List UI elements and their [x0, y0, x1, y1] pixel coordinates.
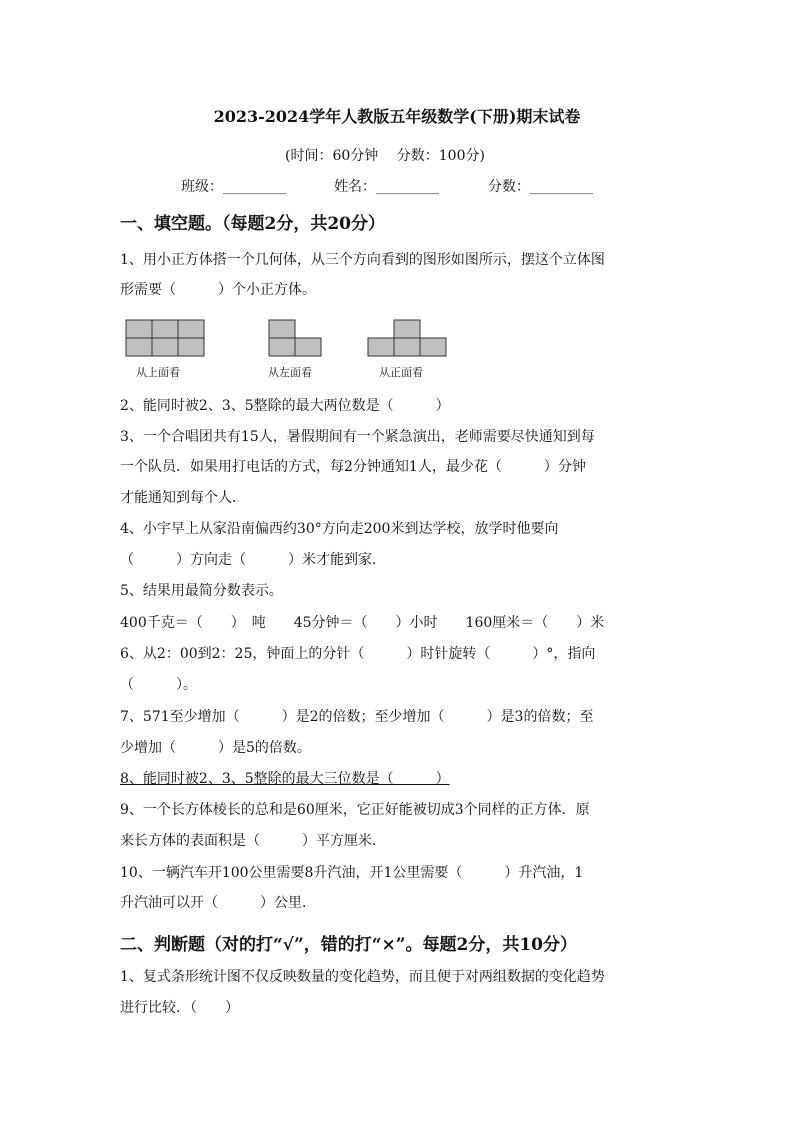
- score-field: 分数：_________: [488, 179, 593, 195]
- question-line: 1、用小正方体搭一个几何体，从三个方向看到的图形如图所示，摆这个立体图: [120, 252, 605, 268]
- question-line: 形需要（ ）个小正方体。: [120, 282, 316, 298]
- question-line: 7、571至少增加（ ）是2的倍数；至少增加（ ）是3的倍数；至: [120, 709, 594, 725]
- top-view-figure: [125, 319, 207, 357]
- question-line: 6、从2：00到2：25，钟面上的分针（ ）时针旋转（ ）°，指向: [120, 646, 596, 662]
- left-view-label: 从左面看: [268, 366, 312, 379]
- view-square: [178, 320, 204, 338]
- question-line: 少增加（ ）是5的倍数。: [120, 740, 311, 756]
- question-line: 9、一个长方体棱长的总和是60厘米，它正好能被切成3个同样的正方体．原: [120, 802, 590, 818]
- question-line: 400千克＝（ ） 吨 45分钟＝（ ）小时 160厘米＝（ ）米: [120, 615, 605, 631]
- view-square: [420, 338, 446, 356]
- question-line: （ ）方向走（ ）米才能到家．: [120, 552, 386, 568]
- question-line: 8、能同时被2、3、5整除的最大三位数是（ ）: [120, 771, 450, 787]
- section-heading-true-false: 二、判断题（对的打“√”，错的打“×”。每题2分，共10分）: [120, 935, 578, 955]
- question-line: （ ）。: [120, 677, 197, 693]
- view-square: [295, 338, 321, 356]
- view-square: [269, 338, 295, 356]
- question-line: 升汽油可以开（ ）公里．: [120, 895, 316, 911]
- question-line: 一个队员．如果用打电话的方式，每2分钟通知1人，最少花（ ）分钟: [120, 459, 586, 475]
- view-square: [126, 338, 152, 356]
- question-line: 3、一个合唱团共有15人，暑假期间有一个紧急演出，老师需要尽快通知到每: [120, 429, 595, 445]
- exam-time-score: (时间：60分钟 分数：100分): [285, 148, 485, 164]
- class-field: 班级：_________: [181, 179, 286, 195]
- view-square: [152, 320, 178, 338]
- view-square: [368, 338, 394, 356]
- view-square: [394, 320, 420, 338]
- question-line: 5、结果用最简分数表示。: [120, 583, 283, 599]
- page-title: 2023-2024学年人教版五年级数学(下册)期末试卷: [213, 107, 581, 126]
- top-view-label: 从上面看: [136, 366, 180, 379]
- front-view-label: 从正面看: [379, 366, 423, 379]
- view-square: [269, 320, 295, 338]
- left-view-figure: [268, 319, 324, 357]
- question-line: 来长方体的表面积是（ ）平方厘米．: [120, 833, 386, 849]
- question-line: 2、能同时被2、3、5整除的最大两位数是（ ）: [120, 398, 450, 414]
- front-view-figure: [367, 319, 449, 357]
- view-square: [394, 338, 420, 356]
- view-square: [126, 320, 152, 338]
- question-line: 4、小宇早上从家沿南偏西约30°方向走200米到达学校，放学时他要向: [120, 521, 559, 537]
- question-line: 10、一辆汽车开100公里需要8升汽油，开1公里需要（ ）升汽油，1: [120, 865, 584, 881]
- section-heading-fill-blank: 一、填空题。（每题2分，共20分）: [120, 214, 385, 234]
- question-line: 进行比较．（ ）: [120, 1000, 239, 1016]
- question-line: 才能通知到每个人．: [120, 490, 246, 506]
- view-square: [178, 338, 204, 356]
- name-field: 姓名：_________: [334, 179, 439, 195]
- view-square: [152, 338, 178, 356]
- question-line: 1、复式条形统计图不仅反映数量的变化趋势，而且便于对两组数据的变化趋势: [120, 969, 605, 985]
